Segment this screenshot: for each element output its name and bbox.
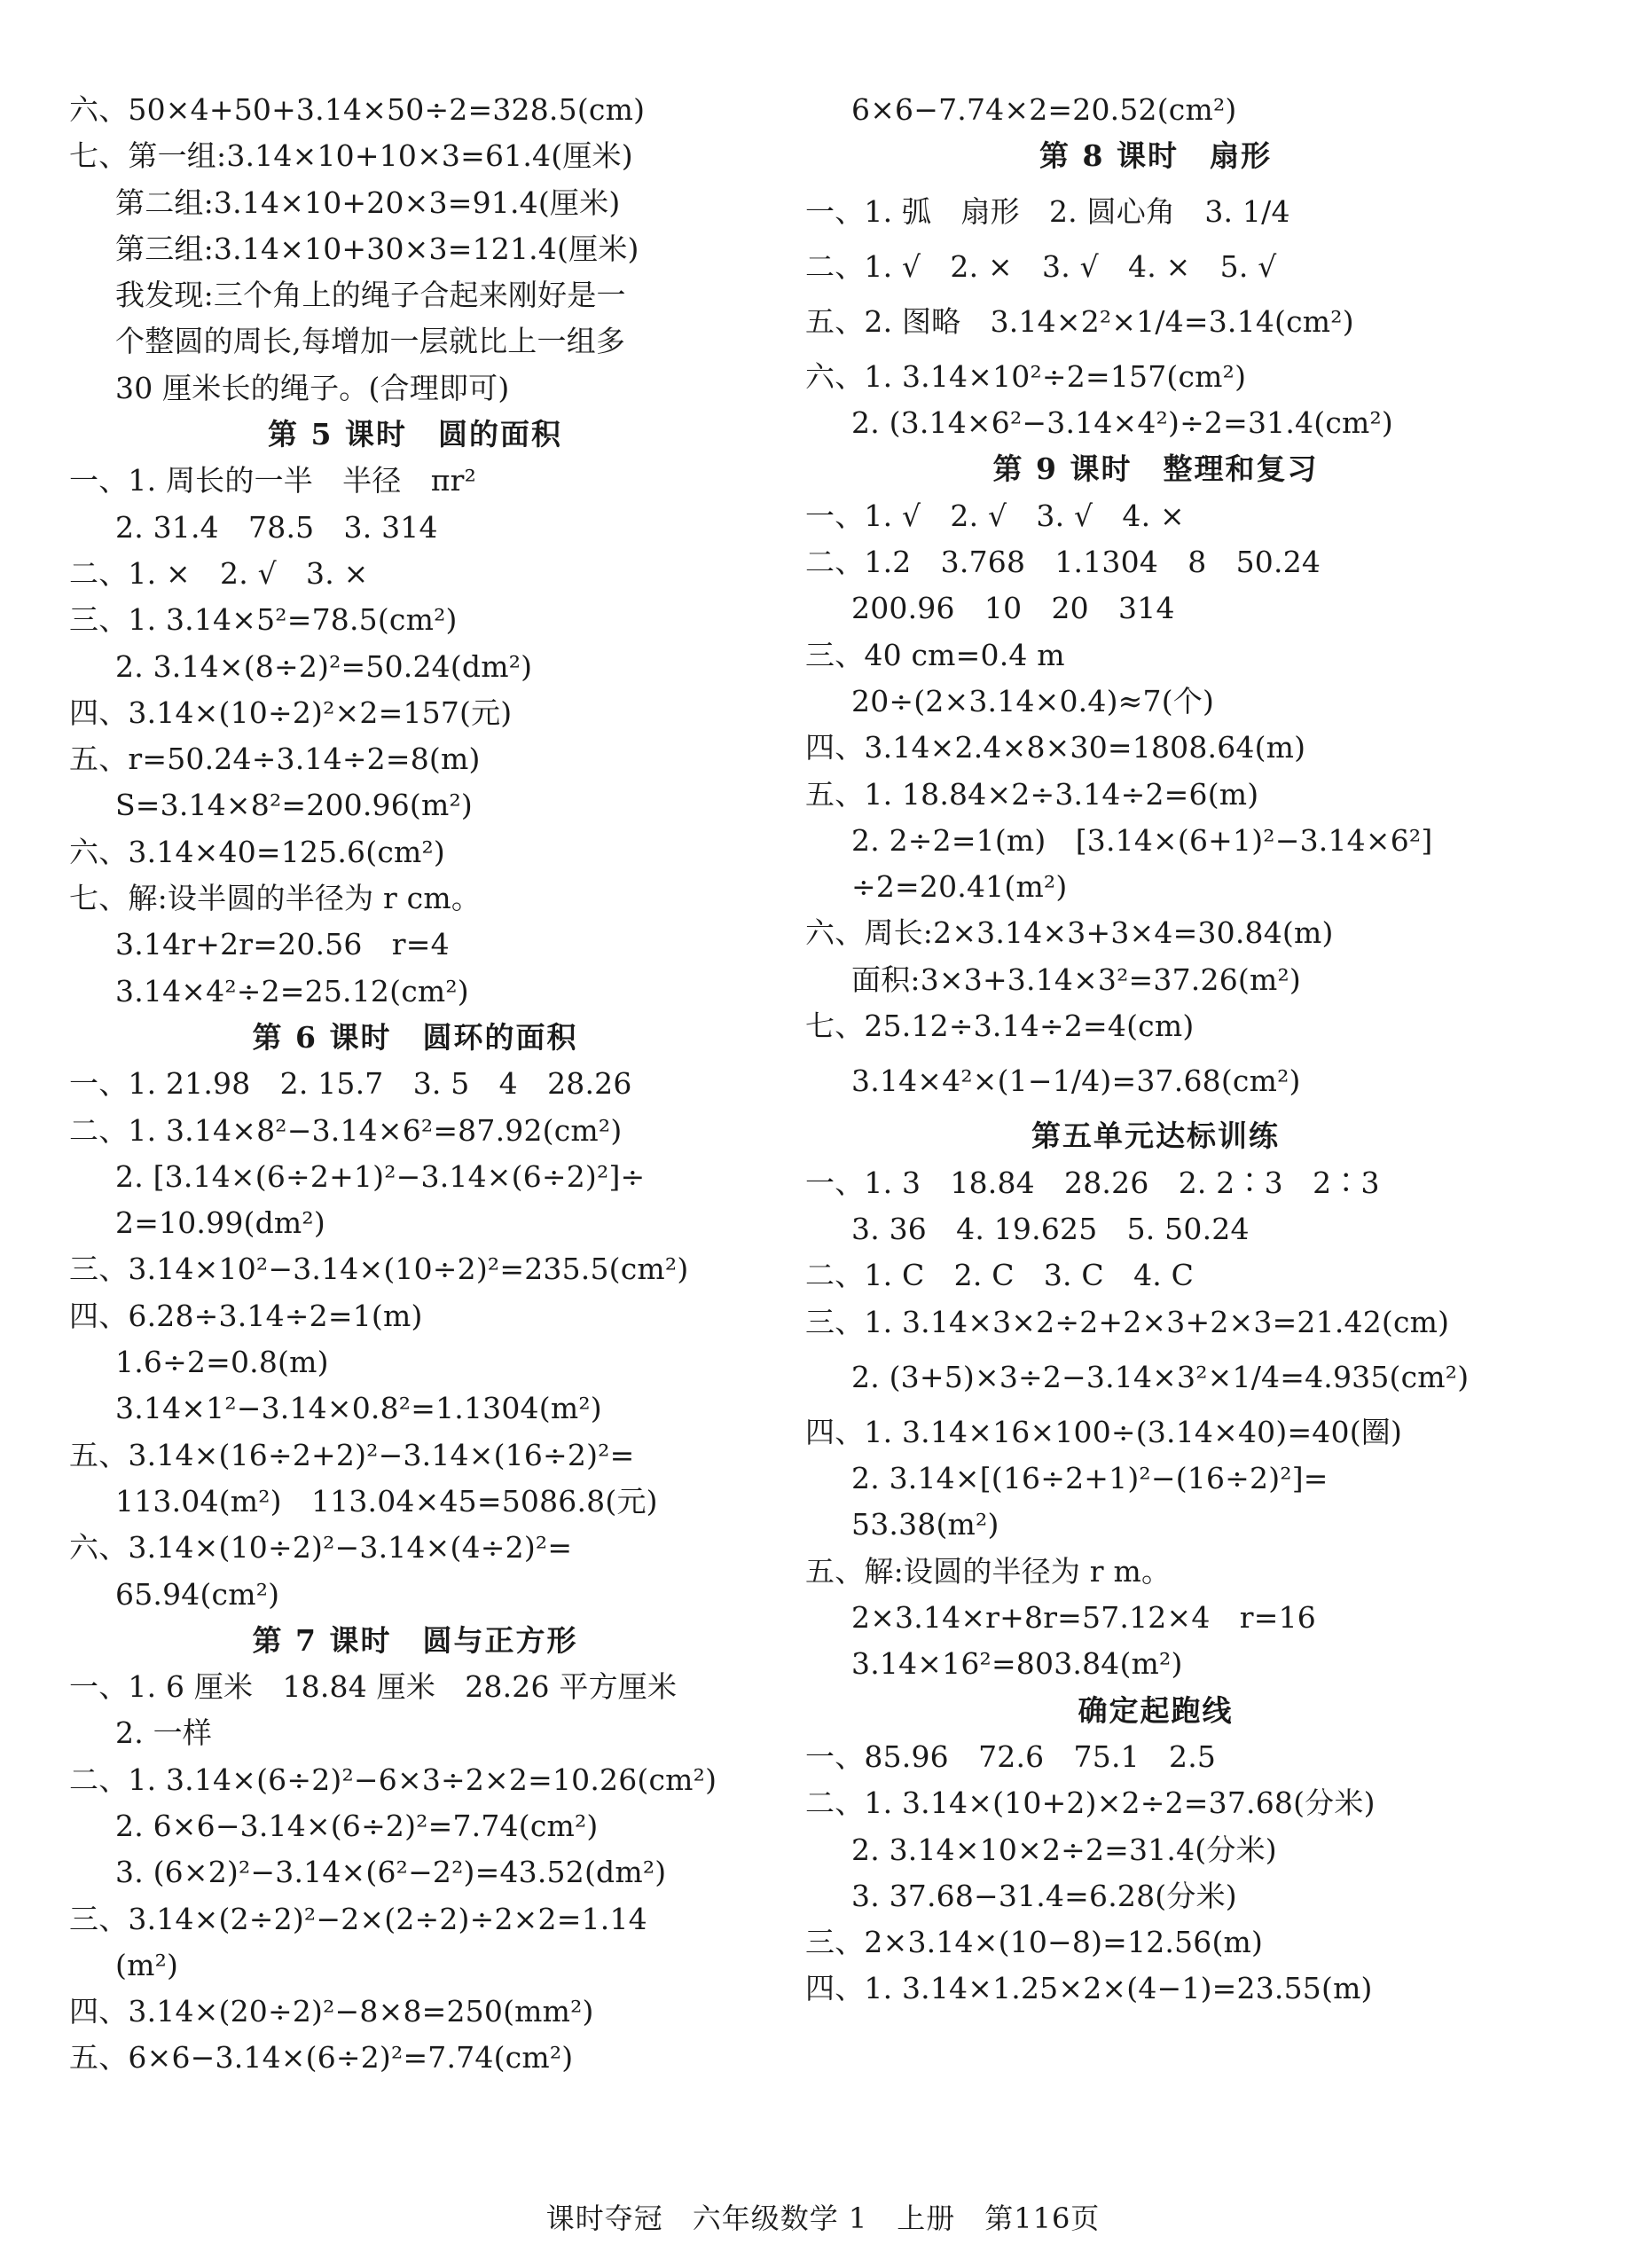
answer-line: 3.14×4²÷2=25.12(cm²) bbox=[115, 973, 469, 1008]
answer-line: 五、6×6−3.14×(6÷2)²=7.74(cm²) bbox=[69, 2040, 574, 2076]
answer-line: 四、3.14×2.4×8×30=1808.64(m) bbox=[805, 730, 1306, 765]
answer-line: 个整圆的周长,每增加一层就比上一组多 bbox=[115, 324, 626, 359]
answer-line: 二、1. 3.14×(10+2)×2÷2=37.68(分米) bbox=[805, 1785, 1376, 1821]
answer-line: ÷2=20.41(m²) bbox=[851, 869, 1068, 905]
answer-line: 3.14×4²×(1−1/4)=37.68(cm²) bbox=[851, 1063, 1301, 1099]
answer-line: 1.6÷2=0.8(m) bbox=[115, 1345, 329, 1380]
answer-line: 二、1. C 2. C 3. C 4. C bbox=[805, 1258, 1195, 1293]
answer-line: 一、1. 6 厘米 18.84 厘米 28.26 平方厘米 bbox=[69, 1669, 678, 1705]
answer-line: 3.14r+2r=20.56 r=4 bbox=[115, 927, 450, 962]
answer-line: 七、25.12÷3.14÷2=4(cm) bbox=[805, 1008, 1195, 1044]
answer-line: 2. 2÷2=1(m) [3.14×(6+1)²−3.14×6²] bbox=[851, 822, 1433, 858]
answer-line: 五、解:设圆的半径为 r m。 bbox=[805, 1553, 1172, 1589]
answer-line: 六、3.14×(10÷2)²−3.14×(4÷2)²= bbox=[69, 1530, 573, 1566]
section-heading: 第 6 课时 圆环的面积 bbox=[252, 1019, 578, 1055]
answer-line: 2. 一样 bbox=[115, 1715, 212, 1751]
answer-line: 2=10.99(dm²) bbox=[115, 1205, 325, 1241]
answer-line: S=3.14×8²=200.96(m²) bbox=[115, 788, 473, 823]
section-heading: 第 9 课时 整理和复习 bbox=[992, 451, 1319, 487]
answer-line: 四、3.14×(10÷2)²×2=157(元) bbox=[69, 695, 513, 730]
answer-line: 六、3.14×40=125.6(cm²) bbox=[69, 834, 445, 869]
answer-line: 53.38(m²) bbox=[851, 1507, 999, 1542]
answer-line: 2. [3.14×(6÷2+1)²−3.14×(6÷2)²]÷ bbox=[115, 1158, 646, 1194]
answer-line: 五、r=50.24÷3.14÷2=8(m) bbox=[69, 742, 481, 777]
answer-line: 四、1. 3.14×16×100÷(3.14×40)=40(圈) bbox=[805, 1414, 1403, 1449]
answer-line: 五、3.14×(16÷2+2)²−3.14×(16÷2)²= bbox=[69, 1437, 635, 1472]
answer-line: 113.04(m²) 113.04×45=5086.8(元) bbox=[115, 1483, 658, 1519]
answer-line: 我发现:三个角上的绳子合起来刚好是一 bbox=[115, 278, 626, 313]
section-heading: 第 8 课时 扇形 bbox=[1039, 138, 1272, 174]
answer-line: 一、1. 周长的一半 半径 πr² bbox=[69, 463, 477, 498]
answer-line: 第二组:3.14×10+20×3=91.4(厘米) bbox=[115, 184, 621, 220]
answer-line: 四、3.14×(20÷2)²−8×8=250(mm²) bbox=[69, 1994, 594, 2029]
answer-line: 七、第一组:3.14×10+10×3=61.4(厘米) bbox=[69, 138, 633, 174]
answer-line: (m²) bbox=[115, 1947, 179, 1982]
answer-line: 三、3.14×(2÷2)²−2×(2÷2)÷2×2=1.14 bbox=[69, 1901, 647, 1936]
answer-line: 二、1. × 2. √ 3. × bbox=[69, 555, 369, 591]
page-footer: 课时夺冠 六年级数学 1 上册 第116页 bbox=[545, 2201, 1101, 2235]
answer-line: 三、40 cm=0.4 m bbox=[805, 637, 1065, 672]
section-heading: 第五单元达标训练 bbox=[1031, 1118, 1280, 1154]
answer-line: 面积:3×3+3.14×3²=37.26(m²) bbox=[851, 961, 1301, 997]
answer-line: 三、1. 3.14×5²=78.5(cm²) bbox=[69, 602, 458, 638]
answer-line: 一、1. 弧 扇形 2. 圆心角 3. 1/4 bbox=[805, 193, 1290, 229]
answer-line: 3. 37.68−31.4=6.28(分米) bbox=[851, 1878, 1237, 1913]
answer-line: 2. 3.14×(8÷2)²=50.24(dm²) bbox=[115, 648, 533, 684]
answer-line: 3. 36 4. 19.625 5. 50.24 bbox=[851, 1211, 1250, 1246]
answer-line: 一、1. √ 2. √ 3. √ 4. × bbox=[805, 498, 1185, 533]
answer-line: 2. 31.4 78.5 3. 314 bbox=[115, 509, 438, 545]
answer-line: 一、1. 3 18.84 28.26 2. 2∶3 2∶3 bbox=[805, 1165, 1380, 1200]
answer-line: 二、1.2 3.768 1.1304 8 50.24 bbox=[805, 545, 1321, 580]
answer-line: 三、3.14×10²−3.14×(10÷2)²=235.5(cm²) bbox=[69, 1252, 689, 1287]
answer-line: 65.94(cm²) bbox=[115, 1576, 280, 1612]
section-heading: 确定起跑线 bbox=[1078, 1692, 1234, 1728]
answer-line: 六、50×4+50+3.14×50÷2=328.5(cm) bbox=[69, 92, 646, 127]
answer-line: 200.96 10 20 314 bbox=[851, 591, 1175, 626]
answer-line: 2. 3.14×10×2÷2=31.4(分米) bbox=[851, 1832, 1277, 1867]
answer-line: 六、1. 3.14×10²÷2=157(cm²) bbox=[805, 358, 1247, 394]
answer-line: 二、1. 3.14×8²−3.14×6²=87.92(cm²) bbox=[69, 1112, 623, 1148]
answer-line: 四、1. 3.14×1.25×2×(4−1)=23.55(m) bbox=[805, 1971, 1373, 2006]
section-heading: 第 5 课时 圆的面积 bbox=[268, 417, 562, 452]
answer-line: 三、2×3.14×(10−8)=12.56(m) bbox=[805, 1925, 1264, 1960]
answer-line: 2. 3.14×[(16÷2+1)²−(16÷2)²]= bbox=[851, 1461, 1329, 1496]
answer-line: 二、1. 3.14×(6÷2)²−6×3÷2×2=10.26(cm²) bbox=[69, 1762, 717, 1797]
answer-line: 3.14×1²−3.14×0.8²=1.1304(m²) bbox=[115, 1391, 602, 1426]
answer-line: 6×6−7.74×2=20.52(cm²) bbox=[851, 92, 1237, 127]
answer-line: 3. (6×2)²−3.14×(6²−2²)=43.52(dm²) bbox=[115, 1855, 667, 1890]
answer-line: 2. (3.14×6²−3.14×4²)÷2=31.4(cm²) bbox=[851, 405, 1394, 441]
section-heading: 第 7 课时 圆与正方形 bbox=[252, 1622, 578, 1658]
answer-line: 2. 6×6−3.14×(6÷2)²=7.74(cm²) bbox=[115, 1808, 599, 1843]
answer-line: 20÷(2×3.14×0.4)≈7(个) bbox=[851, 683, 1215, 718]
answer-line: 四、6.28÷3.14÷2=1(m) bbox=[69, 1298, 423, 1333]
answer-line: 六、周长:2×3.14×3+3×4=30.84(m) bbox=[805, 915, 1334, 951]
left-column bbox=[69, 87, 761, 2082]
answer-line: 三、1. 3.14×3×2÷2+2×3+2×3=21.42(cm) bbox=[805, 1304, 1450, 1339]
right-column bbox=[805, 87, 1506, 2013]
answer-line: 一、1. 21.98 2. 15.7 3. 5 4 28.26 bbox=[69, 1066, 632, 1102]
answer-line: 30 厘米长的绳子。(合理即可) bbox=[115, 370, 510, 405]
answer-line: 五、1. 18.84×2÷3.14÷2=6(m) bbox=[805, 776, 1259, 812]
answer-line: 2. (3+5)×3÷2−3.14×3²×1/4=4.935(cm²) bbox=[851, 1359, 1470, 1394]
answer-line: 二、1. √ 2. × 3. √ 4. × 5. √ bbox=[805, 248, 1277, 284]
answer-line: 3.14×16²=803.84(m²) bbox=[851, 1646, 1183, 1682]
answer-line: 五、2. 图略 3.14×2²×1/4=3.14(cm²) bbox=[805, 303, 1354, 339]
answer-line: 第三组:3.14×10+30×3=121.4(厘米) bbox=[115, 231, 639, 266]
answer-line: 一、85.96 72.6 75.1 2.5 bbox=[805, 1738, 1217, 1774]
answer-line: 2×3.14×r+8r=57.12×4 r=16 bbox=[851, 1600, 1316, 1636]
answer-line: 七、解:设半圆的半径为 r cm。 bbox=[69, 881, 482, 916]
